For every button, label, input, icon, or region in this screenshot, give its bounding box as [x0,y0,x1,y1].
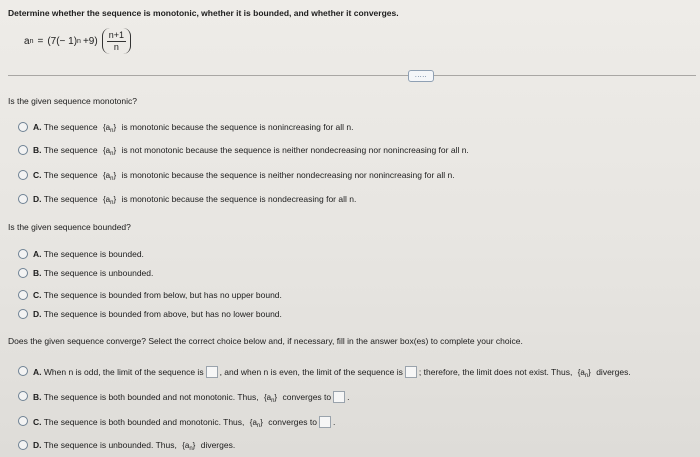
sequence-symbol: $\{a_n\}$ [263,393,278,404]
option-text: The sequence is bounded from above, but has no lower bound. [43,309,282,319]
option-text-pre: The sequence [43,122,98,132]
option-text: The sequence is both bounded and monotonic. Thus, [43,417,245,427]
q2-prompt: Is the given sequence bounded? [8,222,131,232]
option-letter: C. [33,170,42,180]
option-text: The sequence is bounded. [43,249,144,259]
q1-radio-c[interactable] [18,170,28,180]
q3-option-a[interactable] [33,366,631,379]
instruction-text: Determine whether the sequence is monotonic, whether it is bounded, and whether it converges. [8,8,399,18]
bounded-limit-answer-box[interactable] [333,391,345,403]
q1-option-a[interactable] [33,122,354,134]
q3-option-d[interactable] [33,440,235,452]
formula-lhs-sub: n [29,37,34,45]
option-text: diverges. [200,440,236,450]
q1-radio-a[interactable] [18,122,28,132]
sequence-symbol: $\{a_n\}$ [102,146,117,157]
option-text: . [332,417,336,427]
more-button[interactable]: ..... [408,70,434,82]
q1-radio-b[interactable] [18,145,28,155]
even-limit-answer-box[interactable] [405,366,417,378]
formula-equals: = [37,35,44,47]
q3-radio-b[interactable] [18,391,28,401]
sequence-symbol: $\{a_n\}$ [102,123,117,134]
q1-option-b[interactable] [33,145,469,157]
option-text: diverges. [596,367,631,377]
option-letter: A. [33,367,42,377]
option-letter: D. [33,440,42,450]
option-text-post: is monotonic because the sequence is nonincreasing for all n. [121,122,354,132]
option-letter: A. [33,122,42,132]
odd-limit-answer-box[interactable] [206,366,218,378]
option-letter: B. [33,145,42,155]
option-text: The sequence is unbounded. Thus, [43,440,177,450]
option-text-post: is not monotonic because the sequence is neither nondecreasing nor nonincreasing for all n. [121,145,469,155]
section-divider [8,75,696,76]
q1-prompt: Is the given sequence monotonic? [8,96,138,106]
q2-radio-a[interactable] [18,249,28,259]
option-letter: B. [33,392,42,402]
q3-radio-a[interactable] [18,366,28,376]
sequence-symbol: $\{a_n\}$ [577,368,591,379]
fraction-denominator: n [113,41,119,52]
option-text-pre: The sequence [43,145,98,155]
q2-radio-b[interactable] [18,268,28,278]
option-text: The sequence is both bounded and not monotonic. Thus, [43,392,259,402]
q3-option-c[interactable] [33,416,335,429]
q3-radio-c[interactable] [18,416,28,426]
option-text: converges to [268,417,317,427]
q3-radio-d[interactable] [18,440,28,450]
q2-option-d[interactable] [33,309,282,319]
q1-radio-d[interactable] [18,194,28,204]
option-text-post: is monotonic because the sequence is neither nondecreasing nor nonincreasing for all n. [121,170,455,180]
option-text-pre: The sequence [43,170,98,180]
option-letter: D. [33,194,42,204]
q1-option-d[interactable] [33,194,356,206]
q2-option-a[interactable] [33,249,144,259]
formula-exponent: n [77,37,81,45]
option-text: The sequence is unbounded. [43,268,154,278]
option-text: When n is odd, the limit of the sequence is [43,367,204,377]
sequence-symbol: $\{a_n\}$ [102,171,117,182]
sequence-formula [24,28,131,54]
formula-lhs: a [24,35,30,47]
q3-prompt: Does the given sequence converge? Select the correct choice below and, if necessary, fill in the answer box(es) to complete your choice. [8,336,523,346]
option-text: . [347,392,350,402]
formula-part1: (7(− 1) [47,35,78,47]
option-letter: B. [33,268,42,278]
q2-radio-c[interactable] [18,290,28,300]
option-text: The sequence is bounded from below, but has no upper bound. [43,290,282,300]
q1-option-c[interactable] [33,170,455,182]
sequence-symbol: $\{a_n\}$ [182,441,196,452]
option-text-pre: The sequence [43,194,98,204]
formula-part2: +9) [82,35,98,47]
sequence-symbol: $\{a_n\}$ [102,195,117,206]
formula-fraction [102,28,131,54]
option-text-post: is monotonic because the sequence is nondecreasing for all n. [121,194,357,204]
q2-option-b[interactable] [33,268,153,278]
option-letter: C. [33,417,42,427]
sequence-symbol: $\{a_n\}$ [249,418,263,429]
q2-radio-d[interactable] [18,309,28,319]
q3-option-b[interactable] [33,391,350,404]
option-text: converges to [282,392,332,402]
monotonic-limit-answer-box[interactable] [319,416,331,428]
option-letter: C. [33,290,42,300]
option-text: ; therefore, the limit does not exist. Thus, [418,367,573,377]
option-text: , and when n is even, the limit of the sequence is [219,367,403,377]
q2-option-c[interactable] [33,290,282,300]
fraction-numerator: n+1 [108,29,124,40]
option-letter: D. [33,309,42,319]
option-letter: A. [33,249,42,259]
